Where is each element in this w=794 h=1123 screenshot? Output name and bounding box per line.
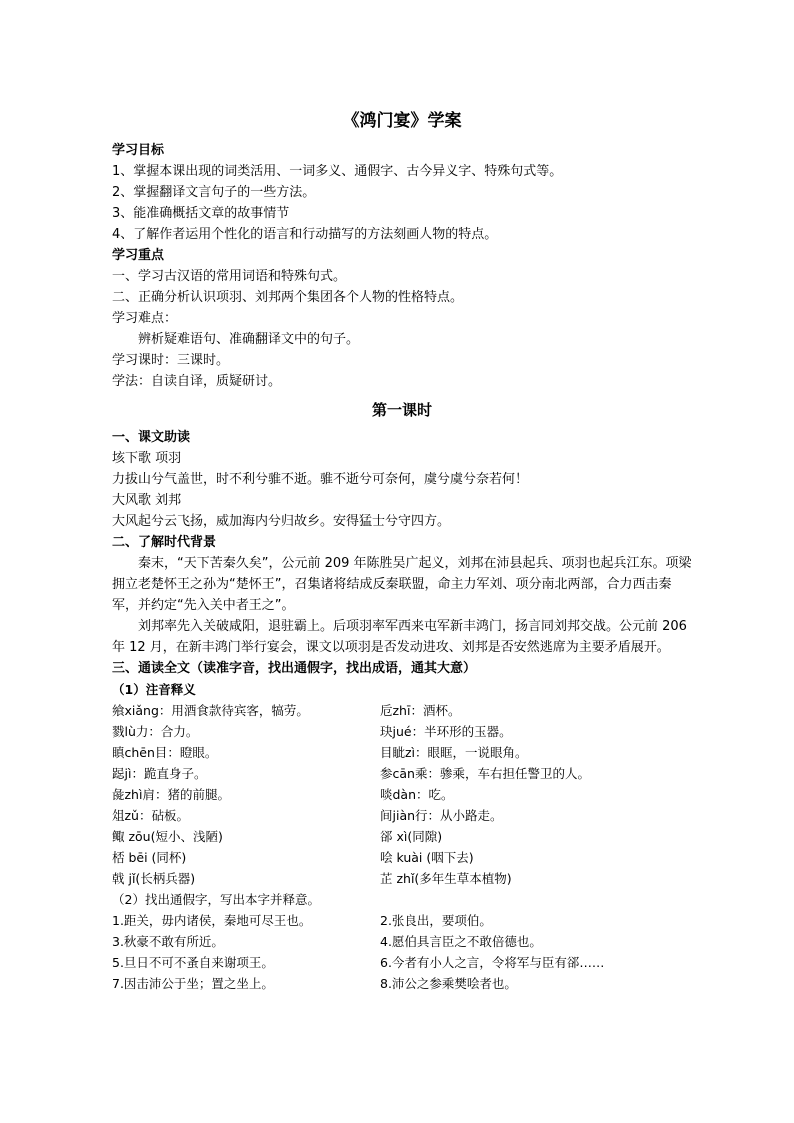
- tongjia-item: 7.因击沛公于坐；置之坐上。: [112, 976, 274, 991]
- pronunciation-item: 飨xiǎng：用酒食款待宾客，犒劳。: [112, 703, 309, 718]
- pronunciation-item: 彘zhì肩：猪的前腿。: [112, 787, 230, 802]
- key-points-heading: 学习重点: [112, 248, 165, 263]
- poem-text: 力拔山兮气盖世，时不利兮骓不逝。骓不逝兮可奈何，虞兮虞兮奈若何！: [112, 472, 529, 487]
- tongjia-item: 2.张良出，要项伯。: [380, 913, 492, 928]
- key-point-item: 一、学习古汉语的常用词语和特殊句式。: [112, 269, 347, 284]
- objective-item: 1、掌握本课出现的词类活用、一词多义、通假字、古今异义字、特殊句式等。: [112, 164, 563, 179]
- poem-title: 大风歌 刘邦: [112, 493, 182, 508]
- objective-item: 2、掌握翻译文言句子的一些方法。: [112, 185, 316, 200]
- pronunciation-item: 鲰 zōu(短小、浅陋): [112, 829, 223, 844]
- pronunciation-item: 啖dàn：吃。: [380, 787, 454, 802]
- pronunciation-item: 间jiàn行：从小路走。: [380, 808, 503, 823]
- difficulty-text: 辨析疑难语句、准确翻译文中的句子。: [138, 332, 360, 347]
- pronunciation-item: 玦jué：半环形的玉器。: [380, 724, 512, 739]
- pronunciation-item: 跽jì：跪直身子。: [112, 766, 207, 781]
- tongjia-subheading: （2）找出通假字，写出本字并释意。: [112, 892, 320, 907]
- pronunciation-item: 目眦zì：眼眶，一说眼角。: [380, 745, 528, 760]
- reading-aid-heading: 一、课文助读: [112, 430, 191, 445]
- background-heading: 二、了解时代背景: [112, 535, 217, 550]
- pronunciation-item: 戮lù力：合力。: [112, 724, 199, 739]
- pronunciation-subheading: （1）注音释义: [112, 682, 196, 697]
- tongjia-item: 5.旦日不可不蚤自来谢项王。: [112, 955, 274, 970]
- objective-item: 4、了解作者运用个性化的语言和行动描写的方法刻画人物的特点。: [112, 227, 498, 242]
- document-title: 《鸿门宴》学案: [342, 111, 462, 131]
- key-point-item: 二、正确分析认识项羽、刘邦两个集团各个人物的性格特点。: [112, 290, 464, 305]
- difficulty-heading: 学习难点：: [112, 311, 178, 326]
- tongjia-item: 1.距关，毋内诸侯，秦地可尽王也。: [112, 913, 312, 928]
- tongjia-item: 4.愿伯具言臣之不敢倍德也。: [380, 934, 542, 949]
- study-method: 学法：自读自译，质疑研讨。: [112, 374, 282, 389]
- pronunciation-item: 郤 xì(同隙): [380, 829, 443, 844]
- pronunciation-item: 参cān乘：骖乘，车右担任警卫的人。: [380, 766, 590, 781]
- study-hours: 学习课时：三课时。: [112, 353, 230, 368]
- background-paragraph: 刘邦率先入关破咸阳，退驻霸上。后项羽率军西来屯军新丰鸿门，扬言同刘邦交战。公元前 206 年 12 月，在新丰鸿门举行宴会，课文以项羽是否发动进攻、刘邦是否安然逃席为主要矛盾展开。: [112, 619, 687, 655]
- pronunciation-list: [112, 700, 692, 889]
- pronunciation-item: 戟 jǐ(长柄兵器): [112, 871, 196, 886]
- poem-text: 大风起兮云飞扬，威加海内兮归故乡。安得猛士兮守四方。: [112, 514, 451, 529]
- poem-title: 垓下歌 项羽: [112, 451, 182, 466]
- tongjia-list: [112, 910, 692, 994]
- pronunciation-item: 哙 kuài (咽下去): [380, 850, 474, 865]
- document-page: [112, 108, 692, 994]
- pronunciation-item: 卮zhī：酒杯。: [380, 703, 461, 718]
- pronunciation-item: 芷 zhǐ(多年生草本植物): [380, 871, 512, 886]
- tongjia-item: 8.沛公之参乘樊哙者也。: [380, 976, 517, 991]
- full-text-heading: 三、通读全文（读准字音，找出通假字，找出成语，通其大意）: [112, 661, 477, 676]
- objective-item: 3、能准确概括文章的故事情节: [112, 206, 290, 221]
- background-paragraph: 秦末，“天下苦秦久矣”，公元前 209 年陈胜吴广起义，刘邦在沛县起兵、项羽也起兵江东。项梁拥立老楚怀王之孙为“楚怀王”，召集诸将结成反秦联盟，命主力军刘、项分南北两部，合力西击秦军，并约定“先入关中者王之”。: [112, 556, 692, 613]
- pronunciation-item: 俎zǔ：砧板。: [112, 808, 189, 823]
- pronunciation-item: 桮 bēi (同杯): [112, 850, 187, 865]
- objectives-heading: 学习目标: [112, 143, 165, 158]
- tongjia-item: 3.秋豪不敢有所近。: [112, 934, 224, 949]
- lesson-title: 第一课时: [371, 401, 432, 419]
- tongjia-item: 6.今者有小人之言，令将军与臣有郤……: [380, 955, 605, 970]
- pronunciation-item: 瞋chēn目：瞪眼。: [112, 745, 218, 760]
